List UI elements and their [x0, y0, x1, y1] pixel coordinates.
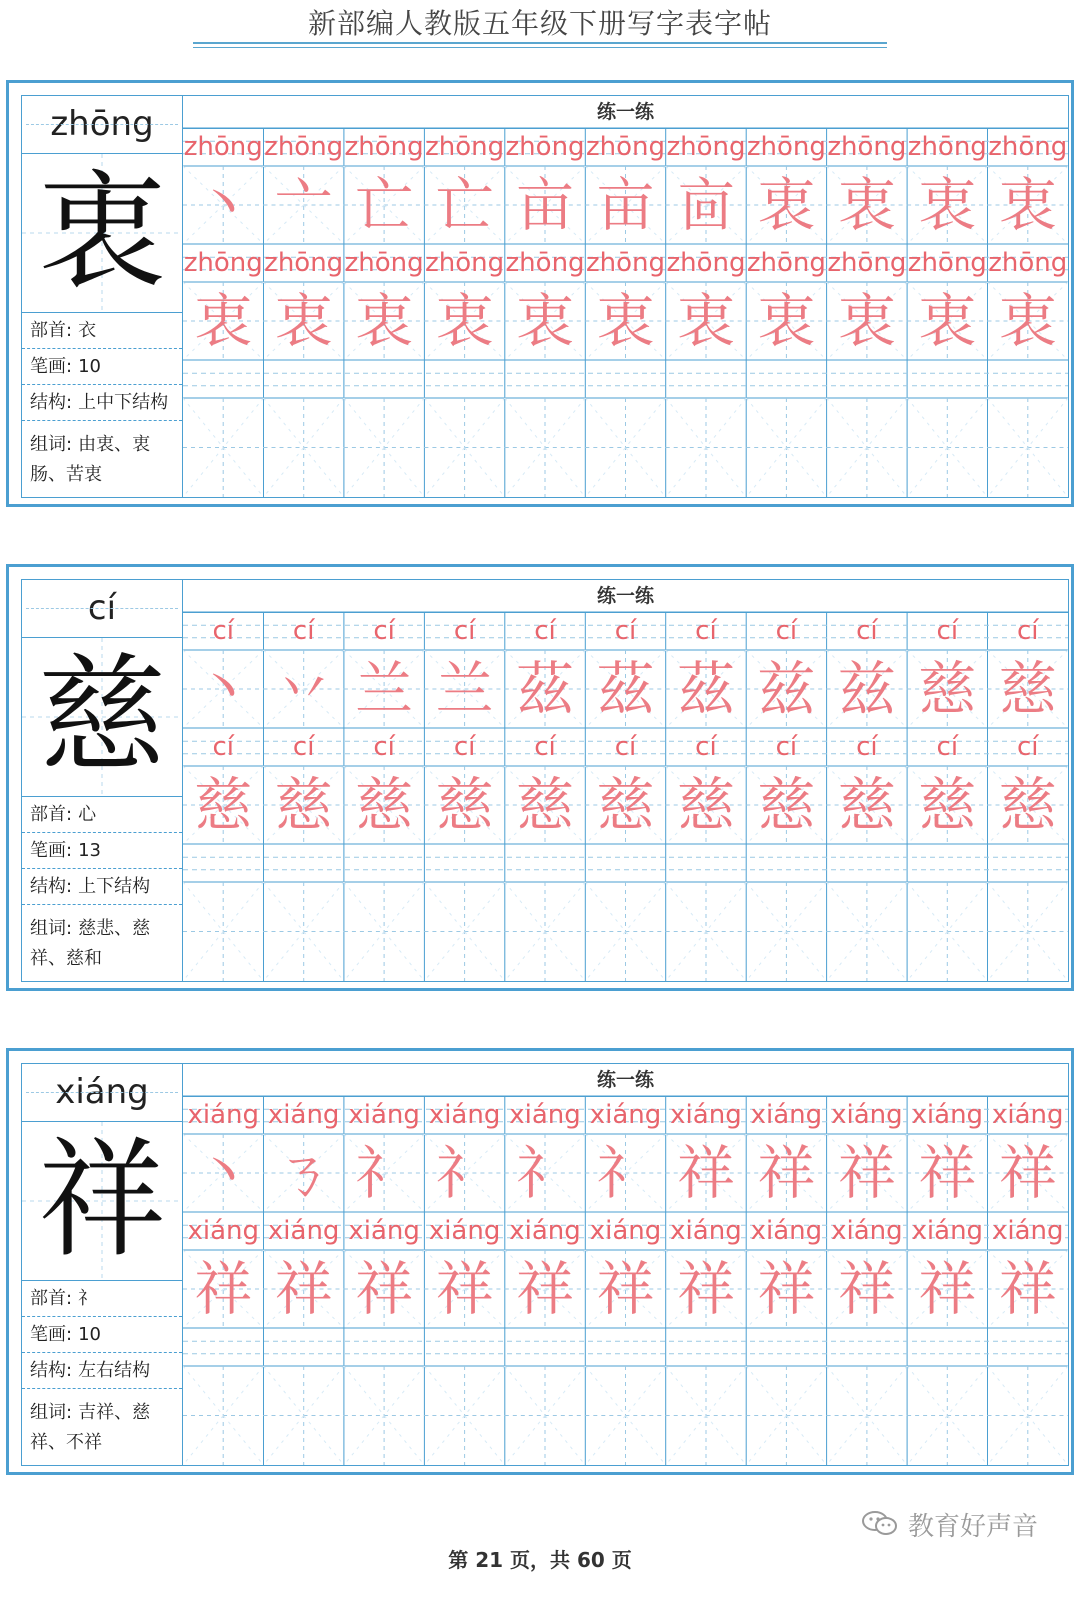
words-row-label: 组词: — [30, 1402, 73, 1423]
stroke-order-cell: 茲 — [676, 655, 735, 723]
trace-char-cell: 慈 — [757, 771, 816, 839]
trace-char-cell: 衷 — [837, 287, 896, 355]
structure-row — [22, 1353, 182, 1389]
trace-char-cell: 衷 — [918, 287, 977, 355]
words-line-1: 慈悲、慈 — [78, 918, 151, 939]
words-line-1: 由衷、衷 — [78, 434, 151, 455]
trace-char-cell: 慈 — [194, 771, 253, 839]
pinyin-cell: cí — [614, 616, 637, 646]
stroke-order-cell: 亡 — [355, 171, 414, 239]
card-inner — [21, 95, 1069, 498]
char-info-panel — [22, 96, 183, 497]
trace-char-cell: 祥 — [516, 1255, 575, 1323]
pinyin-cell: xiáng — [670, 1216, 742, 1246]
pinyin-cell: xiáng — [831, 1216, 903, 1246]
page-footer: 第 21 页，共 60 页 — [448, 1548, 632, 1572]
stroke-order-cell: 祥 — [998, 1139, 1057, 1207]
pinyin-cell: cí — [373, 616, 395, 646]
card-inner — [21, 1063, 1069, 1466]
stroke-order-cell: 兰 — [435, 655, 494, 723]
model-char-box — [22, 638, 182, 797]
trace-char-cell: 祥 — [274, 1255, 333, 1323]
pinyin-cell: cí — [453, 732, 476, 762]
radical-row-label: 部首: — [30, 320, 73, 341]
trace-char-cell: 衷 — [516, 287, 575, 355]
pinyin-cell: zhōng — [666, 132, 746, 162]
trace-char-cell: 慈 — [274, 771, 333, 839]
trace-char-cell: 衷 — [355, 287, 414, 355]
pinyin-cell: cí — [695, 616, 717, 646]
structure-row — [22, 385, 182, 421]
structure-row-label: 结构: — [30, 1360, 73, 1381]
pinyin-cell: xiáng — [831, 1100, 903, 1130]
page-title: 新部编人教版五年级下册写字表字帖 — [307, 7, 772, 40]
practice-header: 练一练 — [183, 580, 1068, 613]
trace-char-cell: 衷 — [676, 287, 735, 355]
stroke-order-cell: 祥 — [918, 1139, 977, 1207]
watermark-text: 教育好声音 — [908, 1512, 1039, 1542]
pinyin-cell: zhōng — [264, 132, 344, 162]
pinyin-cell: cí — [292, 616, 315, 646]
model-char: 衷 — [37, 158, 166, 307]
stroke-order-cell: 祥 — [676, 1139, 735, 1207]
character-card — [6, 1048, 1074, 1475]
structure-row-value: 上下结构 — [78, 876, 151, 897]
pinyin-cell: cí — [775, 732, 798, 762]
strokes-row — [22, 833, 182, 869]
title-rule-thin — [193, 47, 887, 48]
trace-char-cell: 衷 — [998, 287, 1057, 355]
stroke-order-cell: 兹 — [837, 655, 896, 723]
radical-row — [22, 797, 182, 833]
trace-char-cell: 祥 — [998, 1255, 1057, 1323]
pinyin-cell: cí — [614, 732, 637, 762]
char-info-panel — [22, 1064, 183, 1465]
pinyin-cell: cí — [1016, 732, 1039, 762]
pinyin-cell: cí — [1016, 616, 1039, 646]
practice-panel — [183, 1064, 1068, 1465]
pinyin-cell: cí — [936, 732, 959, 762]
trace-char-cell: 祥 — [837, 1255, 896, 1323]
pinyin-cell: cí — [292, 732, 315, 762]
stroke-order-cell: 礻 — [596, 1139, 655, 1207]
pinyin-cell: cí — [775, 616, 798, 646]
strokes-row-label: 笔画: — [30, 356, 73, 377]
model-char: 慈 — [37, 642, 166, 791]
strokes-row — [22, 1317, 182, 1353]
pinyin-cell: xiáng — [187, 1216, 259, 1246]
pinyin-cell: xiáng — [509, 1100, 581, 1130]
pinyin-cell: zhōng — [988, 248, 1068, 278]
pinyin-cell: cí — [856, 616, 878, 646]
stroke-order-cell: ㄋ — [274, 1139, 333, 1207]
pinyin-cell: xiáng — [509, 1216, 581, 1246]
trace-char-cell: 慈 — [596, 771, 655, 839]
pinyin-cell: xiáng — [991, 1100, 1064, 1130]
pinyin-cell: zhōng — [988, 132, 1068, 162]
trace-char-cell: 衷 — [194, 287, 253, 355]
trace-char-cell: 衷 — [274, 287, 333, 355]
words-line-2: 肠、苦衷 — [30, 464, 102, 485]
trace-char-cell: 衷 — [757, 287, 816, 355]
words-row — [22, 906, 182, 981]
pinyin-cell: xiáng — [348, 1100, 420, 1130]
pinyin-cell: cí — [453, 616, 476, 646]
stroke-order-cell: 礻 — [435, 1139, 494, 1207]
structure-row-value: 上中下结构 — [78, 392, 169, 413]
trace-char-cell: 祥 — [757, 1255, 816, 1323]
radical-row-value: 衣 — [78, 320, 97, 341]
pinyin-cell: cí — [212, 732, 234, 762]
pinyin-cell: xiáng — [911, 1100, 984, 1130]
char-pinyin: xiáng — [22, 1064, 182, 1122]
pinyin-cell: zhōng — [183, 132, 263, 162]
words-row-label: 组词: — [30, 434, 73, 455]
stroke-order-cell: 衷 — [918, 171, 977, 239]
pinyin-cell: xiáng — [428, 1100, 501, 1130]
structure-row-label: 结构: — [30, 392, 73, 413]
stroke-order-cell: 慈 — [918, 655, 977, 723]
strokes-row-label: 笔画: — [30, 1324, 73, 1345]
pinyin-cell: zhōng — [666, 248, 746, 278]
pinyin-cell: xiáng — [911, 1216, 984, 1246]
pinyin-cell: zhōng — [425, 248, 505, 278]
structure-row-label: 结构: — [30, 876, 73, 897]
pinyin-cell: zhōng — [264, 248, 344, 278]
stroke-order-cell: 㐭 — [676, 171, 735, 239]
pinyin-cell: xiáng — [991, 1216, 1064, 1246]
stroke-order-cell: 衷 — [837, 171, 896, 239]
words-row — [22, 1390, 182, 1465]
words-line-2: 祥、慈和 — [30, 948, 102, 969]
trace-char-cell: 祥 — [596, 1255, 655, 1323]
words-row — [22, 422, 182, 497]
pinyin-cell: xiáng — [589, 1216, 662, 1246]
practice-panel — [183, 580, 1068, 981]
radical-row-value: 心 — [78, 804, 97, 825]
pinyin-cell: xiáng — [750, 1216, 823, 1246]
pinyin-cell: zhōng — [827, 248, 907, 278]
pinyin-cell: xiáng — [187, 1100, 259, 1130]
trace-char-cell: 衷 — [596, 287, 655, 355]
trace-char-cell: 慈 — [837, 771, 896, 839]
stroke-order-cell: 丶 — [194, 655, 253, 723]
practice-panel — [183, 96, 1068, 497]
stroke-order-cell: 衷 — [998, 171, 1057, 239]
trace-char-cell: 祥 — [194, 1255, 253, 1323]
pinyin-cell: xiáng — [670, 1100, 742, 1130]
stroke-order-cell: 茲 — [516, 655, 575, 723]
stroke-order-cell: 丶 — [194, 1139, 253, 1207]
pinyin-cell: xiáng — [750, 1100, 823, 1130]
strokes-row-value: 10 — [78, 1324, 101, 1345]
pinyin-cell: cí — [534, 732, 556, 762]
pinyin-cell: xiáng — [267, 1216, 340, 1246]
title-rule — [193, 42, 887, 44]
model-char-box — [22, 154, 182, 313]
trace-char-cell: 祥 — [676, 1255, 735, 1323]
character-card — [6, 564, 1074, 991]
radical-row — [22, 313, 182, 349]
pinyin-cell: xiáng — [428, 1216, 501, 1246]
model-char: 祥 — [37, 1126, 166, 1275]
pinyin-cell: zhōng — [183, 248, 263, 278]
trace-char-cell: 祥 — [435, 1255, 494, 1323]
structure-row-value: 左右结构 — [78, 1360, 151, 1381]
pinyin-cell: cí — [373, 732, 395, 762]
char-info-panel — [22, 580, 183, 981]
pinyin-cell: zhōng — [344, 248, 424, 278]
pinyin-cell: cí — [534, 616, 556, 646]
trace-char-cell: 慈 — [676, 771, 735, 839]
strokes-row — [22, 349, 182, 385]
trace-char-cell: 慈 — [355, 771, 414, 839]
radical-row — [22, 1281, 182, 1317]
trace-char-cell: 慈 — [435, 771, 494, 839]
stroke-order-cell: 丶 — [194, 171, 253, 239]
stroke-order-cell: 亠 — [274, 171, 333, 239]
strokes-row-value: 13 — [78, 840, 101, 861]
char-pinyin: cí — [22, 580, 182, 638]
pinyin-cell: zhōng — [746, 132, 826, 162]
trace-char-cell: 祥 — [355, 1255, 414, 1323]
words-line-1: 吉祥、慈 — [78, 1402, 151, 1423]
pinyin-cell: zhōng — [827, 132, 907, 162]
stroke-order-cell: 礻 — [355, 1139, 414, 1207]
stroke-order-cell: 丷 — [274, 655, 333, 723]
radical-row-value: 礻 — [78, 1288, 97, 1309]
pinyin-cell: zhōng — [746, 248, 826, 278]
trace-char-cell: 慈 — [918, 771, 977, 839]
pinyin-cell: xiáng — [348, 1216, 420, 1246]
strokes-row-label: 笔画: — [30, 840, 73, 861]
stroke-order-cell: 兹 — [757, 655, 816, 723]
trace-char-cell: 慈 — [516, 771, 575, 839]
pinyin-cell: zhōng — [585, 248, 665, 278]
practice-header: 练一练 — [183, 1064, 1068, 1097]
stroke-order-cell: 衷 — [757, 171, 816, 239]
stroke-order-cell: 兰 — [355, 655, 414, 723]
words-row-label: 组词: — [30, 918, 73, 939]
pinyin-cell: xiáng — [589, 1100, 662, 1130]
pinyin-cell: zhōng — [907, 132, 987, 162]
trace-char-cell: 祥 — [918, 1255, 977, 1323]
pinyin-cell: cí — [856, 732, 878, 762]
pinyin-cell: zhōng — [425, 132, 505, 162]
pinyin-cell: xiáng — [267, 1100, 340, 1130]
pinyin-cell: zhōng — [344, 132, 424, 162]
trace-char-cell: 慈 — [998, 771, 1057, 839]
radical-row-label: 部首: — [30, 1288, 73, 1309]
pinyin-cell: zhōng — [505, 248, 585, 278]
structure-row — [22, 869, 182, 905]
stroke-order-cell: 礻 — [516, 1139, 575, 1207]
stroke-order-cell: 亩 — [516, 171, 575, 239]
pinyin-cell: zhōng — [585, 132, 665, 162]
pinyin-cell: zhōng — [907, 248, 987, 278]
strokes-row-value: 10 — [78, 356, 101, 377]
pinyin-cell: zhōng — [505, 132, 585, 162]
pinyin-cell: cí — [695, 732, 717, 762]
pinyin-cell: cí — [936, 616, 959, 646]
words-line-2: 祥、不祥 — [30, 1432, 102, 1453]
model-char-box — [22, 1122, 182, 1281]
stroke-order-cell: 祥 — [757, 1139, 816, 1207]
wechat-icon — [862, 1510, 898, 1536]
trace-char-cell: 衷 — [435, 287, 494, 355]
practice-header: 练一练 — [183, 96, 1068, 129]
stroke-order-cell: 茲 — [596, 655, 655, 723]
stroke-order-cell: 慈 — [998, 655, 1057, 723]
stroke-order-cell: 祥 — [837, 1139, 896, 1207]
character-card — [6, 80, 1074, 507]
card-inner — [21, 579, 1069, 982]
radical-row-label: 部首: — [30, 804, 73, 825]
char-pinyin: zhōng — [22, 96, 182, 154]
stroke-order-cell: 亩 — [596, 171, 655, 239]
stroke-order-cell: 亡 — [435, 171, 494, 239]
pinyin-cell: cí — [212, 616, 234, 646]
